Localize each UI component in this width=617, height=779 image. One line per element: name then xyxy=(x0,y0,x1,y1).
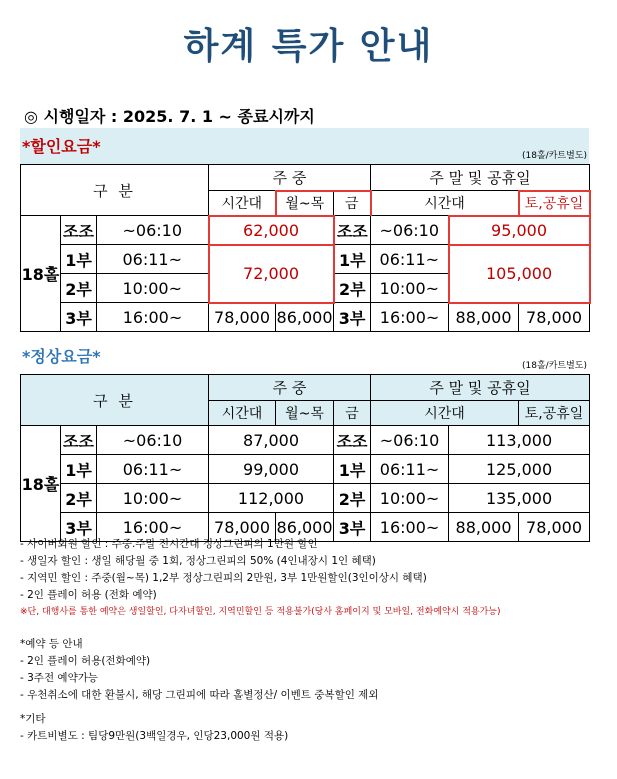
time-cell: 10:00~ xyxy=(371,274,449,303)
discount-table xyxy=(20,164,591,332)
weekend-price: 113,000 xyxy=(449,426,590,455)
reservation-notes xyxy=(20,636,378,704)
part-cell: 3부 xyxy=(334,513,371,542)
sat-hol-header: 토,공휴일 xyxy=(519,191,590,216)
reservation-title: *예약 등 안내 xyxy=(20,638,83,650)
note-line: - 사이버회원 할인 : 주중.주말 전시간대 정상그린피의 1만원 할인 xyxy=(20,538,318,550)
mon-thu-header: 월~목 xyxy=(276,191,334,216)
part-cell: 3부 xyxy=(334,303,371,332)
time-cell: 06:11~ xyxy=(97,245,209,274)
weekend-price: 125,000 xyxy=(449,455,590,484)
weekday-header: 주 중 xyxy=(209,375,371,401)
discount-note: (18홀/카트별도) xyxy=(522,151,587,161)
part-cell: 2부 xyxy=(334,484,371,513)
warning-line: ※단, 대행사를 통한 예약은 생일할인, 다자녀할인, 지역민할인 등 적용불가(당사 홈페이지 및 모바일, 전화예약시 적용가능) xyxy=(20,607,501,617)
weekend-price: 135,000 xyxy=(449,484,590,513)
fri-header: 금 xyxy=(334,191,371,216)
discount-label: *할인요금* xyxy=(22,137,101,156)
regular-section xyxy=(20,338,589,542)
discount-section xyxy=(20,128,589,332)
weekend-header: 주 말 및 공휴일 xyxy=(371,165,590,191)
weekday-price: 62,000 xyxy=(209,216,334,245)
part-cell: 조조 xyxy=(61,216,97,245)
weekday-header: 주 중 xyxy=(209,165,371,191)
etc-title: *기타 xyxy=(20,713,46,725)
fri-price: 86,000 xyxy=(276,303,334,332)
note-line: - 지역민 할인 : 주중(월~목) 1,2부 정상그린피의 2만원, 3부 1만원할인(3인이상시 혜택) xyxy=(20,572,427,584)
regular-table xyxy=(20,374,590,542)
weekday-price: 87,000 xyxy=(209,426,334,455)
hole-cell: 18홀 xyxy=(21,216,61,332)
weekend-price: 105,000 xyxy=(449,245,590,303)
part-cell: 조조 xyxy=(61,426,97,455)
time-cell: 16:00~ xyxy=(371,303,449,332)
time-cell: 10:00~ xyxy=(97,484,209,513)
mon-thu-price: 78,000 xyxy=(209,303,276,332)
time-cell: ~06:10 xyxy=(371,216,449,245)
note-line: - 생일자 할인 : 생일 해당월 중 1회, 정상그린피의 50% (4인내장시 1인 혜택) xyxy=(20,555,376,567)
weekend-price: 95,000 xyxy=(449,216,590,245)
weekday-price: 99,000 xyxy=(209,455,334,484)
weekday-price: 112,000 xyxy=(209,484,334,513)
reservation-item: - 우천취소에 대한 환불시, 해당 그린피에 따라 홀별정산/ 이벤트 중복할인 제외 xyxy=(20,689,379,701)
time-cell: 16:00~ xyxy=(97,513,209,542)
part-cell: 조조 xyxy=(334,216,371,245)
weekday-price: 72,000 xyxy=(209,245,334,303)
etc-notes xyxy=(20,711,288,745)
time-cell: ~06:10 xyxy=(97,216,209,245)
weekend-header: 주 말 및 공휴일 xyxy=(371,375,590,401)
etc-item: - 카트비별도 : 팀당9만원(3백일경우, 인당23,000원 적용) xyxy=(20,730,289,742)
part-cell: 2부 xyxy=(61,274,97,303)
time-cell: 10:00~ xyxy=(97,274,209,303)
gubun-header: 구 분 xyxy=(21,165,209,216)
part-cell: 2부 xyxy=(61,484,97,513)
mon-thu-price: 78,000 xyxy=(209,513,276,542)
hole-cell: 18홀 xyxy=(21,426,61,542)
time-cell: 16:00~ xyxy=(97,303,209,332)
reservation-item: - 2인 플레이 허용(전화예약) xyxy=(20,655,151,667)
part-cell: 조조 xyxy=(334,426,371,455)
regular-label: *정상요금* xyxy=(22,347,101,366)
note-line: - 2인 플레이 허용 (전화 예약) xyxy=(20,589,157,601)
sat-price: 88,000 xyxy=(449,513,519,542)
part-cell: 3부 xyxy=(61,303,97,332)
regular-note: (18홀/카트별도) xyxy=(522,361,587,371)
time-cell: 10:00~ xyxy=(371,484,449,513)
sun-price: 78,000 xyxy=(519,513,590,542)
time-cell: ~06:10 xyxy=(97,426,209,455)
time-cell: 06:11~ xyxy=(97,455,209,484)
time-cell: 16:00~ xyxy=(371,513,449,542)
page-title: 하계 특가 안내 xyxy=(183,26,434,67)
period-text: ◎ 시행일자 : 2025. 7. 1 ~ 종료시까지 xyxy=(24,107,315,126)
fri-header: 금 xyxy=(334,401,371,426)
discount-header-band xyxy=(20,128,589,164)
time-header: 시간대 xyxy=(209,191,276,216)
reservation-item: - 3주전 예약가능 xyxy=(20,672,99,684)
part-cell: 1부 xyxy=(334,455,371,484)
sat-price: 88,000 xyxy=(449,303,519,332)
part-cell: 1부 xyxy=(334,245,371,274)
sat-hol-header: 토,공휴일 xyxy=(519,401,590,426)
part-cell: 1부 xyxy=(61,245,97,274)
part-cell: 1부 xyxy=(61,455,97,484)
time-cell: 06:11~ xyxy=(371,245,449,274)
regular-header-band xyxy=(20,338,589,374)
time-cell: ~06:10 xyxy=(371,426,449,455)
time-cell: 06:11~ xyxy=(371,455,449,484)
time2-header: 시간대 xyxy=(371,191,519,216)
sun-price: 78,000 xyxy=(519,303,590,332)
gubun-header: 구 분 xyxy=(21,375,209,426)
time2-header: 시간대 xyxy=(371,401,519,426)
discount-notes xyxy=(20,536,501,621)
time-header: 시간대 xyxy=(209,401,276,426)
part-cell: 2부 xyxy=(334,274,371,303)
fri-price: 86,000 xyxy=(276,513,334,542)
part-cell: 3부 xyxy=(61,513,97,542)
mon-thu-header: 월~목 xyxy=(276,401,334,426)
